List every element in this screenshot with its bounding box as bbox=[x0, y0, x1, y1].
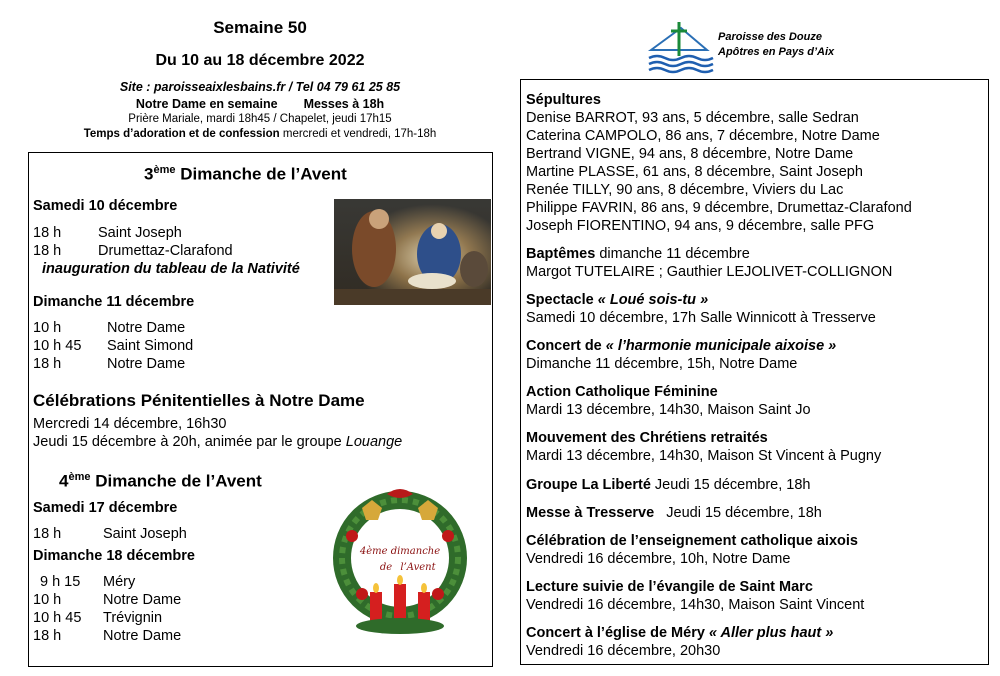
adoration-times: mercredi et vendredi, 17h-18h bbox=[279, 128, 437, 140]
spectacle-line: Samedi 10 décembre, 17h Salle Winnicott à Tresserve bbox=[526, 310, 876, 326]
penitentielles-line-2 bbox=[33, 433, 402, 451]
place: Trévignin bbox=[103, 610, 163, 626]
penitentielles-title: Célébrations Pénitentielles à Notre Dame bbox=[33, 391, 365, 410]
logo-line-1: Paroisse des Douze bbox=[718, 31, 822, 43]
spectacle-heading bbox=[526, 291, 708, 309]
louange-label: Louange bbox=[345, 434, 403, 450]
time: 10 h 45 bbox=[33, 338, 82, 354]
schedule-row bbox=[33, 319, 185, 337]
sepulture-item: Martine PLASSE, 61 ans, 8 décembre, Saint Joseph bbox=[526, 164, 863, 180]
penitentielles-text: Jeudi 15 décembre à 20h, animée par le groupe bbox=[33, 434, 346, 450]
lecture-title: Lecture suivie de l’évangile de Saint Marc bbox=[526, 579, 813, 595]
place: Saint Simond bbox=[107, 338, 194, 354]
place: Notre Dame bbox=[107, 320, 186, 336]
sepulture-item: Joseph FIORENTINO, 94 ans, 9 décembre, salle PFG bbox=[526, 218, 875, 234]
spectacle-title: Spectacle bbox=[526, 292, 598, 308]
schedule-row bbox=[33, 224, 182, 242]
lecture-line: Vendredi 16 décembre, 14h30, Maison Saint Vincent bbox=[526, 597, 865, 613]
place: Saint Joseph bbox=[98, 225, 182, 241]
sepulture-item: Denise BARROT, 93 ans, 5 décembre, salle Sedran bbox=[526, 110, 859, 126]
liberte-title: Groupe La Liberté bbox=[526, 477, 651, 493]
liberte-date: Jeudi 15 décembre, 18h bbox=[650, 477, 811, 493]
schedule-row bbox=[33, 337, 193, 355]
baptemes-title: Baptêmes bbox=[526, 246, 596, 262]
time: 18 h bbox=[33, 356, 62, 372]
inauguration-note: inauguration du tableau de la Nativité bbox=[42, 261, 300, 277]
sepultures-title: Sépultures bbox=[526, 92, 601, 108]
schedule-row bbox=[33, 591, 181, 609]
acf-line: Mardi 13 décembre, 14h30, Maison Saint Jo bbox=[526, 402, 811, 418]
schedule-row bbox=[33, 609, 162, 627]
avent4-sup: ème bbox=[68, 471, 91, 483]
enseignement-line: Vendredi 16 décembre, 10h, Notre Dame bbox=[526, 551, 791, 567]
mcr-title: Mouvement des Chrétiens retraités bbox=[526, 430, 768, 446]
concert1-name: « l’harmonie municipale aixoise » bbox=[605, 338, 837, 354]
logo-line-2: Apôtres en Pays d’Aix bbox=[718, 46, 835, 58]
avent3-num: 3 bbox=[144, 164, 154, 184]
concert1-title: Concert de bbox=[526, 338, 606, 354]
time: 9 h 15 bbox=[40, 574, 81, 590]
site-phone: Site : paroisseaixlesbains.fr / Tel 04 79 61 25 85 bbox=[119, 80, 401, 94]
week-title: Semaine 50 bbox=[213, 18, 307, 37]
acf-title: Action Catholique Féminine bbox=[526, 384, 718, 400]
concert2-title: Concert à l’église de Méry bbox=[526, 625, 709, 641]
advent-wreath-image bbox=[332, 476, 468, 640]
spectacle-name: « Loué sois-tu » bbox=[597, 292, 709, 308]
place: Drumettaz-Clarafond bbox=[98, 243, 233, 259]
avent4-num: 4 bbox=[59, 471, 69, 491]
baptemes-heading bbox=[526, 245, 750, 263]
place: Notre Dame bbox=[103, 628, 182, 644]
wreath-line-2: de bbox=[379, 562, 393, 573]
time: 18 h bbox=[33, 243, 62, 259]
time: 18 h bbox=[33, 225, 62, 241]
wreath-line-1: 4ème dimanche bbox=[359, 546, 441, 557]
messes-label: Messes à 18h bbox=[303, 97, 385, 111]
tresserve-title: Messe à Tresserve bbox=[526, 505, 655, 521]
adoration-line bbox=[30, 127, 490, 142]
nd-semaine-label: Notre Dame en semaine bbox=[135, 97, 278, 111]
concert1-heading bbox=[526, 337, 836, 355]
avent3-sup: ème bbox=[153, 164, 176, 176]
dimanche11-label: Dimanche 11 décembre bbox=[33, 294, 195, 310]
schedule-row bbox=[33, 242, 233, 260]
schedule-row bbox=[40, 573, 135, 591]
time: 10 h bbox=[33, 320, 62, 336]
sepulture-item: Philippe FAVRIN, 86 ans, 9 décembre, Drumettaz-Clarafond bbox=[526, 200, 912, 216]
mcr-line: Mardi 13 décembre, 14h30, Maison St Vincent à Pugny bbox=[526, 448, 882, 464]
sepulture-item: Renée TILLY, 90 ans, 8 décembre, Viviers du Lac bbox=[526, 182, 844, 198]
avent3-title-text: Dimanche de l’Avent bbox=[175, 164, 347, 184]
parish-logo-text bbox=[718, 30, 834, 60]
bulletin-header bbox=[30, 16, 490, 142]
baptemes-names: Margot TUTELAIRE ; Gauthier LEJOLIVET-COLLIGNON bbox=[526, 264, 893, 280]
avent3-title bbox=[144, 164, 347, 185]
samedi10-label: Samedi 10 décembre bbox=[33, 198, 178, 214]
tresserve-date: Jeudi 15 décembre, 18h bbox=[654, 505, 822, 521]
concert2-line: Vendredi 16 décembre, 20h30 bbox=[526, 643, 721, 659]
place: Méry bbox=[103, 574, 136, 590]
wreath-line-3: l’Avent bbox=[400, 562, 436, 573]
schedule-row bbox=[33, 627, 181, 645]
priere-line: Prière Mariale, mardi 18h45 / Chapelet, jeudi 17h15 bbox=[128, 113, 392, 125]
liberte-line bbox=[526, 476, 811, 494]
dimanche18-label: Dimanche 18 décembre bbox=[33, 548, 195, 564]
avent4-title-text: Dimanche de l’Avent bbox=[90, 471, 262, 491]
time: 10 h bbox=[33, 592, 62, 608]
concert2-heading bbox=[526, 624, 833, 642]
weekday-masses bbox=[30, 96, 490, 112]
sepulture-item: Caterina CAMPOLO, 86 ans, 7 décembre, Notre Dame bbox=[526, 128, 880, 144]
concert2-name: « Aller plus haut » bbox=[708, 625, 834, 641]
concert1-line: Dimanche 11 décembre, 15h, Notre Dame bbox=[526, 356, 798, 372]
baptemes-date: dimanche 11 décembre bbox=[595, 246, 750, 262]
samedi17-label: Samedi 17 décembre bbox=[33, 500, 178, 516]
time: 18 h bbox=[33, 628, 62, 644]
schedule-row bbox=[33, 355, 185, 373]
enseignement-title: Célébration de l’enseignement catholique aixois bbox=[526, 533, 858, 549]
time: 18 h bbox=[33, 526, 62, 542]
place: Notre Dame bbox=[103, 592, 182, 608]
adoration-label: Temps d’adoration et de confession bbox=[83, 128, 280, 140]
schedule-row bbox=[33, 525, 187, 543]
place: Saint Joseph bbox=[103, 526, 187, 542]
sepulture-item: Bertrand VIGNE, 94 ans, 8 décembre, Notre Dame bbox=[526, 146, 854, 162]
date-range: Du 10 au 18 décembre 2022 bbox=[155, 52, 365, 69]
right-news-box bbox=[520, 79, 989, 665]
avent4-title bbox=[59, 471, 262, 492]
time: 10 h 45 bbox=[33, 610, 82, 626]
cross-church-waves-icon bbox=[645, 20, 715, 76]
nativity-painting bbox=[334, 199, 491, 305]
tresserve-line bbox=[526, 504, 822, 522]
place: Notre Dame bbox=[107, 356, 186, 372]
penitentielles-line-1: Mercredi 14 décembre, 16h30 bbox=[33, 416, 227, 432]
